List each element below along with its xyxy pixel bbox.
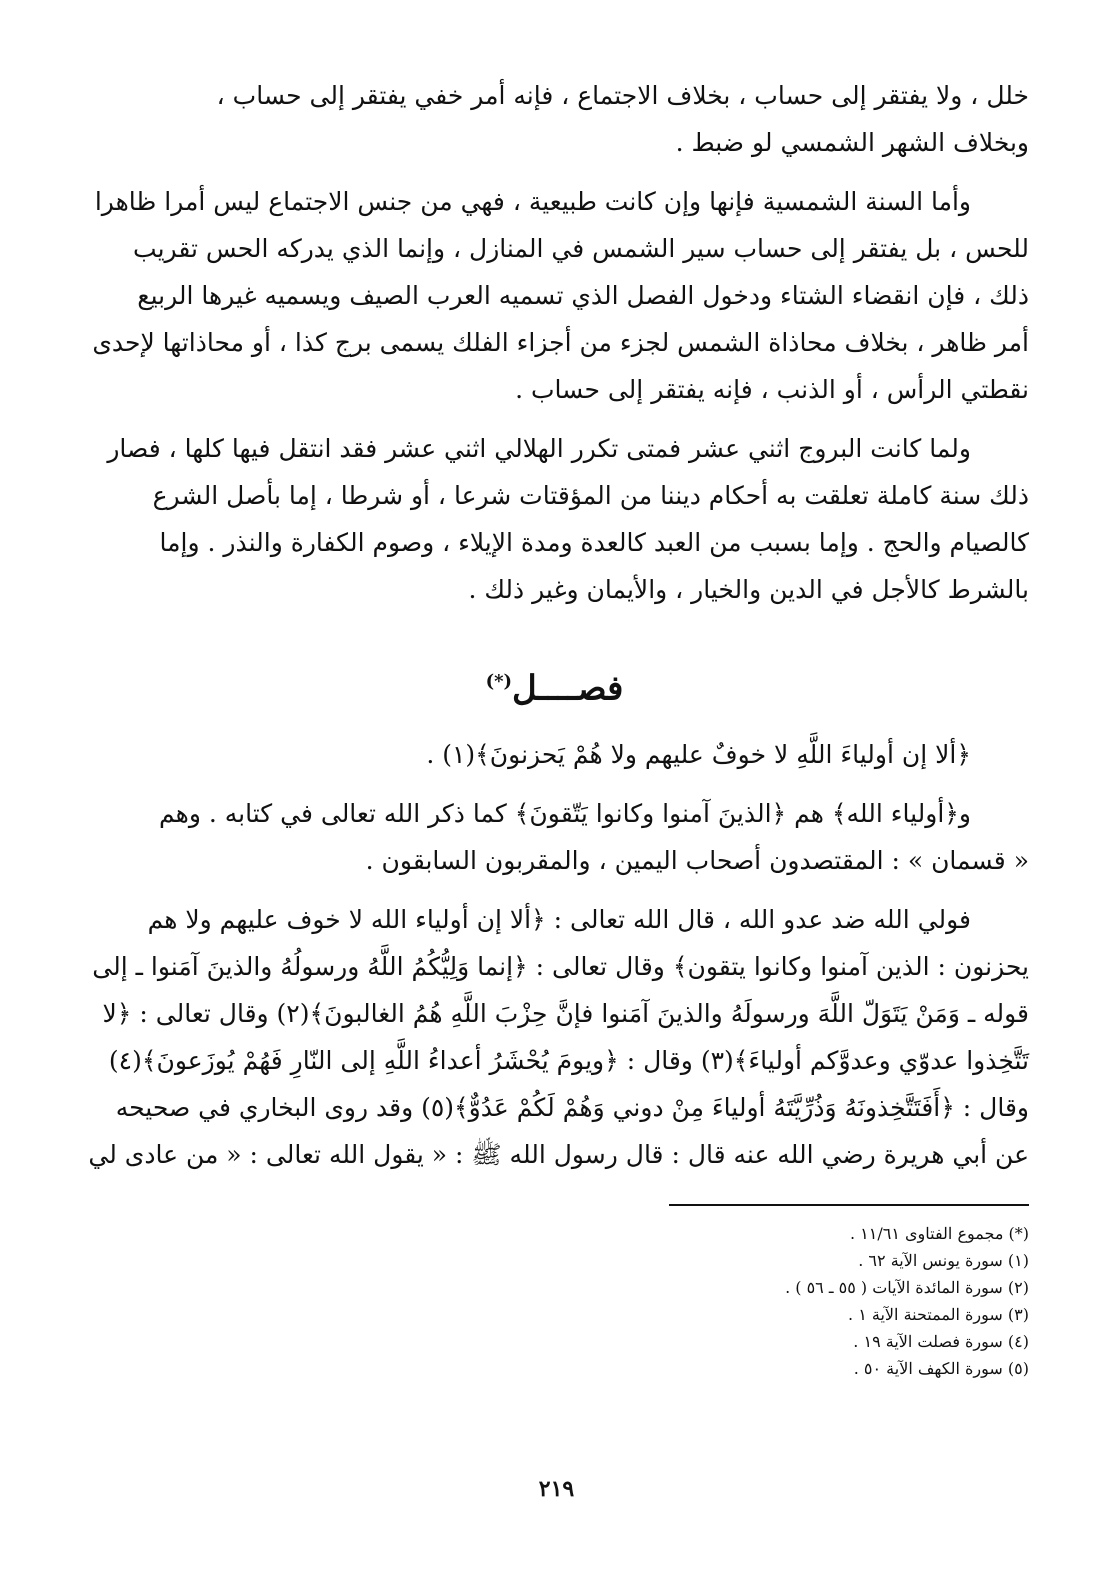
text-line: عن أبي هريرة رضي الله عنه قال : قال رسول الله ﷺ : « يقول الله تعالى : « من عادى لي	[88, 1140, 1029, 1170]
text-line: و﴿أولياء الله﴾ هم ﴿الذينَ آمنوا وكانوا يَتّقونَ﴾ كما ذكر الله تعالى في كتابه . وهم	[159, 799, 971, 829]
text-line: أمر ظاهر ، بخلاف محاذاة الشمس لجزء من أجزاء الفلك يسمى برج كذا ، أو محاذاتها لإحدى	[92, 328, 1029, 357]
footnote-divider	[669, 1204, 1029, 1206]
text-line: ﴿ألا إن أولياءَ اللَّهِ لا خوفٌ عليهم ولا هُمْ يَحزنونَ﴾(١) .	[426, 740, 971, 770]
text-line: ذلك ، فإن انقضاء الشتاء ودخول الفصل الذي تسميه العرب الصيف ويسميه غيرها الربيع	[137, 281, 1029, 310]
paragraph-4	[80, 790, 1029, 884]
text-line: كالصيام والحج . وإما بسبب من العبد كالعدة ومدة الإيلاء ، وصوم الكفارة والنذر . وإما	[159, 528, 1029, 557]
text-line: وبخلاف الشهر الشمسي لو ضبط .	[675, 128, 1029, 157]
text-line: للحس ، بل يفتقر إلى حساب سير الشمس في المنازل ، وإنما الذي يدركه الحس تقريب	[133, 234, 1029, 263]
footnote: (١) سورة يونس الآية ٦٢ .	[858, 1251, 1029, 1271]
text-line: ولما كانت البروج اثني عشر فمتى تكرر الهلالي اثني عشر فقد انتقل فيها كلها ، فصار	[107, 434, 971, 463]
paragraph-2	[80, 178, 1029, 413]
paragraph-3	[80, 425, 1029, 613]
text-line: « قسمان » : المقتصدون أصحاب اليمين ، والمقربون السابقون .	[365, 846, 1029, 876]
section-heading	[80, 657, 1029, 713]
footnote: (٢) سورة المائدة الآيات ( ٥٥ ـ ٥٦ ) .	[785, 1278, 1029, 1298]
text-line: وأما السنة الشمسية فإنها وإن كانت طبيعية ، فهي من جنس الاجتماع ليس أمرا ظاهرا	[94, 187, 971, 216]
paragraph-5	[80, 896, 1029, 1178]
footnote: (٥) سورة الكهف الآية ٥٠ .	[853, 1359, 1029, 1379]
text-line: نقطتي الرأس ، أو الذنب ، فإنه يفتقر إلى حساب .	[515, 375, 1029, 404]
footnotes	[80, 1220, 1029, 1382]
page-number: ٢١٩	[538, 1476, 575, 1502]
text-line: قوله ـ وَمَنْ يَتَوَلّ اللَّهَ ورسولَهُ والذينَ آمَنوا فإنَّ حِزْبَ اللَّهِ هُمُ الغالبونَ﴾(٢) وقال تعالى : ﴿لا	[102, 999, 1029, 1029]
text-line: يحزنون : الذين آمنوا وكانوا يتقون﴾ وقال تعالى : ﴿إنما وَلِيُّكُمُ اللَّهُ ورسولُهُ والذينَ آمَنوا ـ إلى	[92, 952, 1029, 982]
footnote: (٣) سورة الممتحنة الآية ١ .	[848, 1305, 1029, 1325]
text-line: خلل ، ولا يفتقر إلى حساب ، بخلاف الاجتماع ، فإنه أمر خفي يفتقر إلى حساب ،	[216, 81, 1029, 110]
section-title: فصــــل	[512, 668, 624, 709]
text-line: وقال : ﴿أَفَتَتَّخِذونَهُ وَذُرِّيَّتَهُ أولياءَ مِنْ دوني وَهُمْ لَكُمْ عَدُوٌّ﴾(٥) وقد روى البخاري في صحيحه	[115, 1093, 1029, 1123]
paragraph-1	[80, 72, 1029, 166]
footnote: (*) مجموع الفتاوى ١١/٦١ .	[849, 1224, 1029, 1244]
text-line: فولي الله ضد عدو الله ، قال الله تعالى : ﴿ألا إن أولياء الله لا خوف عليهم ولا هم	[147, 905, 971, 935]
text-line: تَتَّخِذوا عدوّي وعدوَّكم أولياءَ﴾(٣) وقال : ﴿ويومَ يُحْشَرُ أعداءُ اللَّهِ إلى النّارِ فَهُمْ يُوزَعونَ﴾(٤)	[108, 1046, 1029, 1076]
section-footnote-marker: (*)	[485, 671, 513, 692]
text-line: ذلك سنة كاملة تعلقت به أحكام ديننا من المؤقتات شرعا ، أو شرطا ، إما بأصل الشرع	[152, 481, 1029, 510]
text-line: بالشرط كالأجل في الدين والخيار ، والأيمان وغير ذلك .	[468, 575, 1029, 604]
footnote: (٤) سورة فصلت الآية ١٩ .	[853, 1332, 1029, 1352]
quran-verse-paragraph	[80, 731, 1029, 778]
